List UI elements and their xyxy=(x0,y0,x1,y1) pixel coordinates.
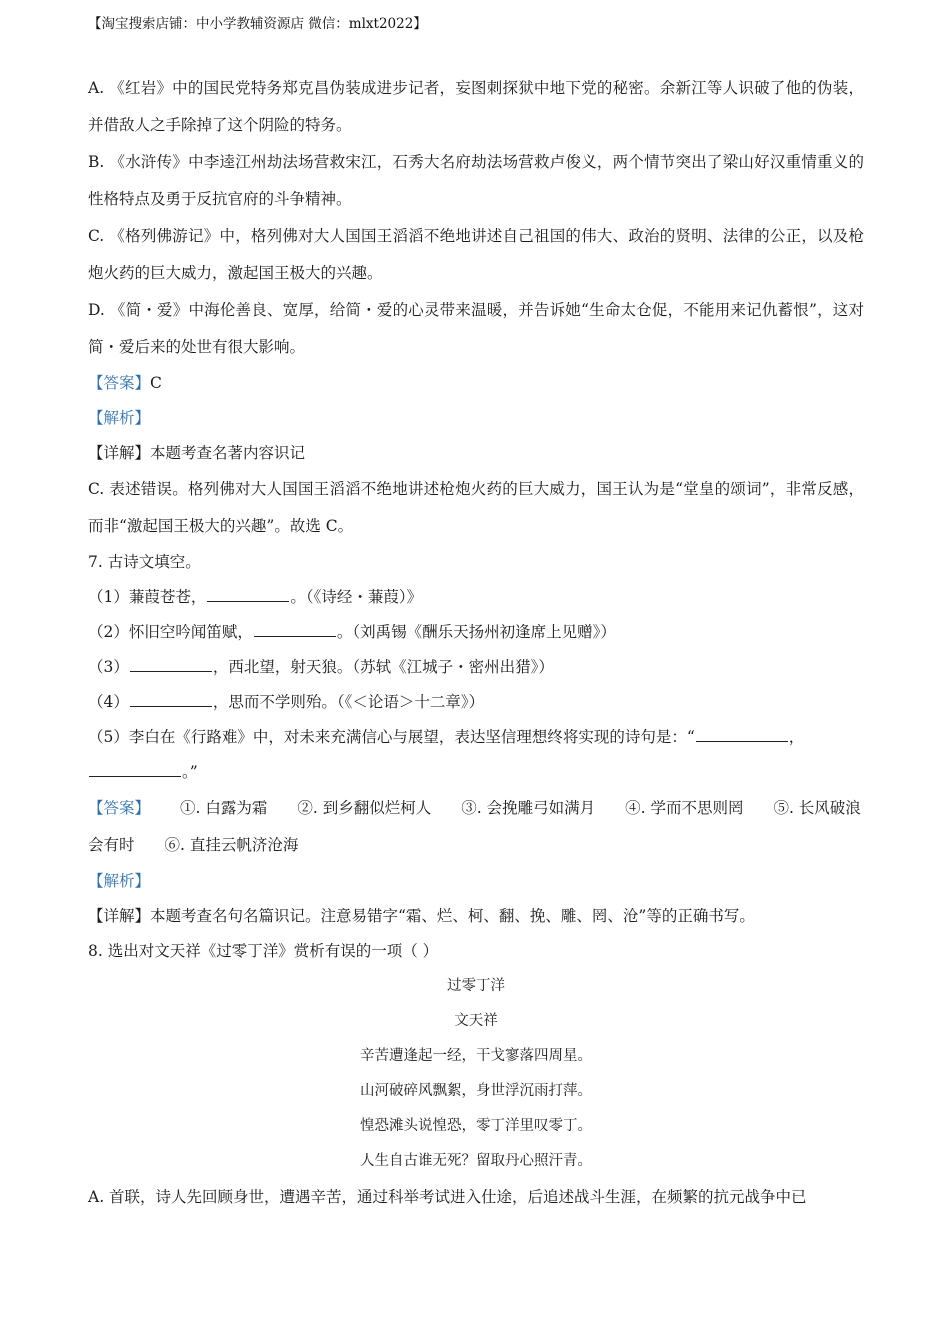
answer-item: 会有时 xyxy=(88,836,135,854)
answer-item: ③. 会挽雕弓如满月 xyxy=(461,799,596,817)
answer-item: ①. 白露为霜 xyxy=(180,799,268,817)
q7-answer-cont xyxy=(88,827,864,864)
document-body xyxy=(88,70,864,1216)
q7-answer xyxy=(88,790,864,827)
q7-analysis-tag: 【解析】 xyxy=(88,872,151,890)
q8-option-a: A. 首联，诗人先回顾身世，遭遇辛苦，通过科举考试进入仕途，后追述战斗生涯，在频繁的抗元战争中已 xyxy=(88,1188,807,1206)
answer-item: ④. 学而不思则罔 xyxy=(625,799,744,817)
q6-option-c: C. 《格列佛游记》中，格列佛对大人国国王滔滔不绝地讲述自己祖国的伟大、政治的贤明、法律的公正，以及枪炮火药的巨大威力，激起国王极大的兴趣。 xyxy=(88,227,864,282)
q6-option-b: B. 《水浒传》中李逵江州劫法场营救宋江，石秀大名府劫法场营救卢俊义，两个情节突出了梁山好汉重情重义的性格特点及勇于反抗官府的斗争精神。 xyxy=(88,153,864,208)
fill-blank xyxy=(696,727,788,742)
answer-tag: 【答案】 xyxy=(88,374,151,392)
poem-line: 山河破碎风飘絮，身世浮沉雨打萍。 xyxy=(360,1083,592,1099)
q7-item-3: （3） ，西北望，射天狼。（苏轼《江城子・密州出猎》） xyxy=(88,658,554,676)
poem-title: 过零丁洋 xyxy=(447,978,505,994)
q7-title: 7. 古诗文填空。 xyxy=(88,553,201,571)
q7-item-5-cont: 。” xyxy=(88,755,864,790)
answer-tag: 【答案】 xyxy=(88,799,151,817)
answer-item: ⑥. 直挂云帆济沧海 xyxy=(164,836,299,854)
q7-item-4: （4） ，思而不学则殆。（《＜论语＞十二章》） xyxy=(88,693,485,711)
fill-blank xyxy=(89,762,181,777)
q6-analysis-tag: 【解析】 xyxy=(88,409,151,427)
poem-author: 文天祥 xyxy=(454,1013,498,1029)
q6-detail: 【详解】本题考查名著内容识记 xyxy=(88,444,306,462)
poem-line: 人生自古谁无死？留取丹心照汗青。 xyxy=(360,1153,592,1169)
q7-item-5: （5）李白在《行路难》中，对未来充满信心与展望，表达坚信理想终将实现的诗句是：“ ， xyxy=(88,728,805,746)
poem-line: 惶恐滩头说惶恐，零丁洋里叹零丁。 xyxy=(360,1118,592,1134)
q7-item-2: （2）怀旧空吟闻笛赋， 。（刘禹锡《酬乐天扬州初逢席上见赠》） xyxy=(88,623,616,641)
poem-line: 辛苦遭逢起一经，干戈寥落四周星。 xyxy=(360,1048,592,1064)
fill-blank xyxy=(207,587,289,602)
answer-item: ②. 到乡翻似烂柯人 xyxy=(297,799,432,817)
fill-blank xyxy=(254,622,336,637)
page-header: 【淘宝搜索店铺：中小学教辅资源店 微信：mlxt2022】 xyxy=(88,16,427,32)
fill-blank xyxy=(130,692,212,707)
fill-blank xyxy=(130,657,212,672)
q8-title: 8. 选出对文天祥《过零丁洋》赏析有误的一项（ ） xyxy=(88,942,439,960)
q6-option-a: A. 《红岩》中的国民党特务郑克昌伪装成进步记者，妄图刺探狱中地下党的秘密。余新江等人识破了他的伪装，并借敌人之手除掉了这个阴险的特务。 xyxy=(88,79,864,134)
q7-detail: 【详解】本题考查名句名篇识记。注意易错字“霜、烂、柯、翻、挽、雕、罔、沧”等的正确书写。 xyxy=(88,907,755,925)
answer-value: C xyxy=(150,374,162,392)
q6-option-d: D. 《简・爱》中海伦善良、宽厚，给简・爱的心灵带来温暖，并告诉她“生命太仓促，不能用来记仇蓄恨”，这对简・爱后来的处世有很大影响。 xyxy=(88,301,864,356)
q6-answer xyxy=(88,366,864,401)
answer-item: ⑤. 长风破浪 xyxy=(773,799,861,817)
q6-explanation: C. 表述错误。格列佛对大人国国王滔滔不绝地讲述枪炮火药的巨大威力，国王认为是“堂皇的颂词”，非常反感，而非“激起国王极大的兴趣”。故选 C。 xyxy=(88,480,864,535)
q7-item-1: （1）蒹葭苍苍， 。（《诗经・蒹葭）》 xyxy=(88,588,423,606)
